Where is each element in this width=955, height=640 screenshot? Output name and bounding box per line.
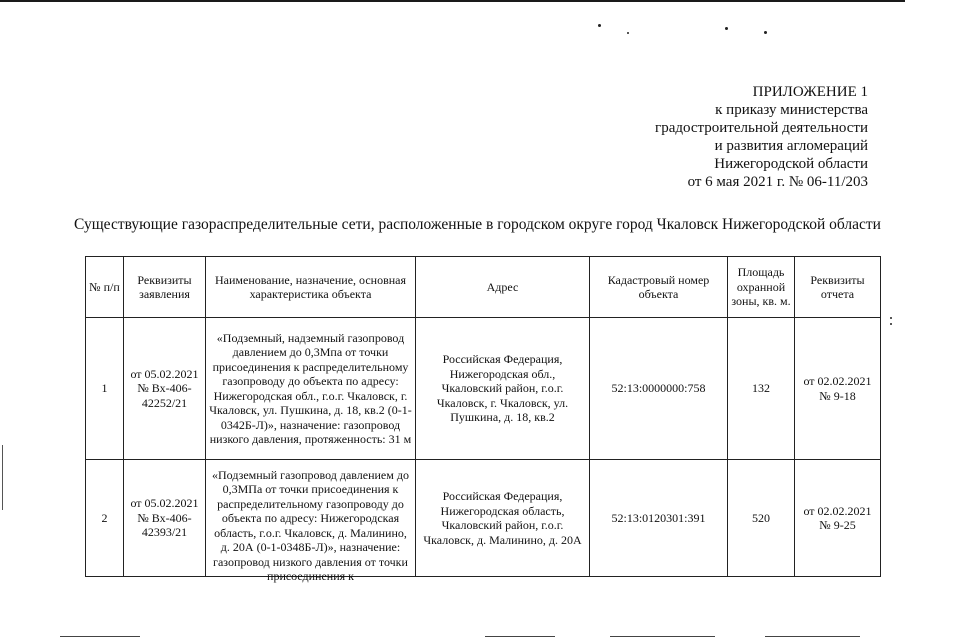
table-row bbox=[86, 318, 881, 460]
table-row bbox=[86, 460, 881, 577]
cell-report: от 02.02.2021 № 9-18 bbox=[795, 318, 881, 460]
header-report: Реквизиты отчета bbox=[795, 257, 881, 318]
scan-edge-mark bbox=[765, 636, 860, 637]
cell-cadastral: 52:13:0120301:391 bbox=[590, 460, 728, 577]
appendix-line: градостроительной деятельности bbox=[655, 120, 868, 136]
scan-speck bbox=[725, 27, 728, 30]
scan-speck bbox=[890, 323, 892, 325]
scan-speck bbox=[627, 32, 629, 34]
cell-description-truncated bbox=[206, 460, 416, 583]
table-header-row bbox=[86, 257, 881, 318]
appendix-line: Нижегородской области bbox=[714, 156, 868, 172]
cell-address: Российская Федерация, Нижегородская обл., Чкаловский район, г.о.г. Чкаловск, г. Чкаловск, ул. Пушкина, д. 18, кв.2 bbox=[416, 318, 590, 460]
cell-report: от 02.02.2021 № 9-25 bbox=[795, 460, 881, 577]
header-address: Адрес bbox=[416, 257, 590, 318]
cell-area: 520 bbox=[728, 460, 795, 577]
header-application: Реквизиты заявления bbox=[124, 257, 206, 318]
cell-area: 132 bbox=[728, 318, 795, 460]
scan-speck bbox=[890, 317, 892, 319]
scan-speck bbox=[598, 24, 601, 27]
gas-network-table bbox=[85, 256, 881, 583]
cell-address: Российская Федерация, Нижегородская область, Чкаловский район, г.о.г. Чкаловск, д. Малинино, д. 20А bbox=[416, 460, 590, 577]
appendix-line: от 6 мая 2021 г. № 06-11/203 bbox=[687, 174, 868, 190]
header-cadastral: Кадастровый номер объекта bbox=[590, 257, 728, 318]
document-title: Существующие газораспределительные сети, расположенные в городском округе город Чкаловск Нижегородской области bbox=[74, 216, 881, 233]
scan-edge-mark bbox=[485, 636, 555, 637]
cell-number: 1 bbox=[86, 318, 124, 460]
appendix-line: и развития агломераций bbox=[714, 138, 868, 154]
cell-application: от 05.02.2021 № Вх-406-42252/21 bbox=[124, 318, 206, 460]
appendix-block bbox=[655, 83, 868, 191]
appendix-line: к приказу министерства bbox=[715, 102, 868, 118]
scan-edge-mark bbox=[60, 636, 140, 637]
scan-edge-mark bbox=[610, 636, 715, 637]
scan-speck bbox=[764, 31, 767, 34]
header-number: № п/п bbox=[86, 257, 124, 318]
scan-top-edge bbox=[0, 0, 905, 2]
appendix-line: ПРИЛОЖЕНИЕ 1 bbox=[752, 84, 868, 100]
header-description: Наименование, назначение, основная характеристика объекта bbox=[206, 257, 416, 318]
cell-number: 2 bbox=[86, 460, 124, 577]
cell-application: от 05.02.2021 № Вх-406-42393/21 bbox=[124, 460, 206, 577]
cell-description: «Подземный, надземный газопровод давлением до 0,3Мпа от точки присоединения к распределительному газопроводу до объекта по адресу: Нижегородская обл., г.о.г. Чкаловск, г. Чкаловск, ул. Пушкина, д. 18, кв.2 (0-1-0342Б-Л)», назначение: газопровод низкого давления, протяженность: 31 м bbox=[206, 318, 416, 460]
scan-edge-mark bbox=[2, 445, 3, 510]
header-area: Площадь охранной зоны, кв. м. bbox=[728, 257, 795, 318]
cell-cadastral: 52:13:0000000:758 bbox=[590, 318, 728, 460]
cell-description: «Подземный газопровод давлением до 0,3МПа от точки присоединения к распределительному газопроводу до объекта по адресу: Нижегородская область, г.о.г. Чкаловск, д. Малинино, д. 20А (0-1-0348Б-Л)», назначение: газопровод низкого давления от точки присоединения к bbox=[212, 467, 409, 583]
